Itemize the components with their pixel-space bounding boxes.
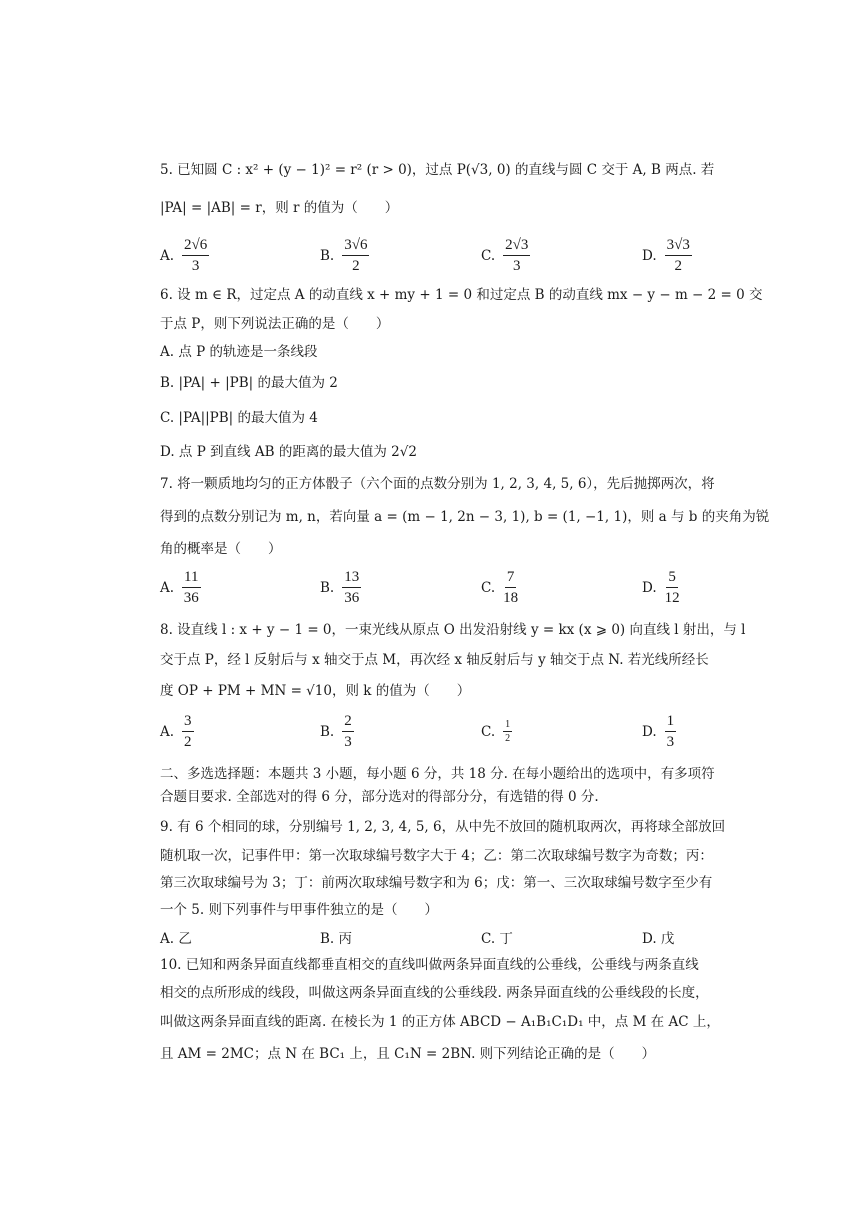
q6-option-c: C. |PA||PB| 的最大值为 4: [160, 410, 318, 426]
q5-option-d: [642, 236, 692, 275]
q8-line-2: 交于点 P，经 l 反射后与 x 轴交于点 M，再次经 x 轴反射后与 y 轴交于点 N. 若光线所经长: [160, 652, 709, 668]
section2-line-2: 合题目要求. 全部选对的得 6 分，部分选对的得部分分，有选错的得 0 分.: [160, 789, 599, 805]
fraction: [182, 712, 194, 751]
q8-line-3: 度 OP + PM + MN = √10，则 k 的值为（ ）: [160, 683, 471, 699]
denominator: 18: [503, 590, 519, 606]
option-key: A.: [160, 579, 175, 596]
numerator: 3√6: [342, 236, 369, 256]
section2-line-1: 二、多选选择题：本题共 3 小题，每小题 6 分，共 18 分. 在每小题给出的选项中，有多项符: [160, 766, 715, 782]
q6-line-1: 6. 设 m ∈ R，过定点 A 的动直线 x + my + 1 = 0 和过定点 B 的动直线 mx − y − m − 2 = 0 交: [160, 287, 763, 303]
q7-option-c: [481, 568, 518, 607]
q10-line-3: 叫做这两条异面直线的距离. 在棱长为 1 的正方体 ABCD − A₁B₁C₁D₁ 中，点 M 在 AC 上，: [160, 1014, 720, 1030]
option-key: B.: [320, 247, 335, 264]
q5-option-c: [481, 236, 530, 275]
fraction: [665, 712, 677, 751]
option-key: C.: [481, 723, 496, 740]
q6-line-2: 于点 P，则下列说法正确的是（ ）: [160, 316, 390, 332]
option-key: D.: [642, 723, 657, 740]
q7-line-1: 7. 将一颗质地均匀的正方体骰子（六个面的点数分别为 1, 2, 3, 4, 5, 6），先后抛掷两次，将: [160, 476, 715, 492]
fraction: [182, 568, 200, 607]
denominator: 3: [344, 734, 352, 750]
q5-option-a: [160, 236, 209, 275]
fraction: [342, 568, 361, 607]
q8-line-1: 8. 设直线 l : x + y − 1 = 0，一束光线从原点 O 出发沿射线 y = kx (x ⩾ 0) 向直线 l 射出，与 l: [160, 622, 746, 638]
numerator: 3: [182, 712, 194, 732]
denominator: 36: [183, 590, 199, 606]
denominator: 3: [513, 258, 521, 274]
denominator: 2: [505, 733, 511, 744]
fraction: [342, 236, 369, 275]
denominator: 3: [191, 258, 200, 274]
q9-option-b: B. 丙: [320, 931, 353, 947]
denominator: 3: [666, 734, 675, 750]
numerator: 13: [342, 568, 361, 588]
q7-option-d: [642, 568, 680, 607]
q7-line-2: 得到的点数分别记为 m, n，若向量 a = (m − 1, 2n − 3, 1), b = (1, −1, 1)，则 a 与 b 的夹角为锐: [160, 509, 770, 525]
q5-line-2: |PA| = |AB| = r，则 r 的值为（ ）: [160, 200, 399, 216]
q7-option-a: [160, 568, 201, 607]
denominator: 2: [352, 258, 360, 274]
q9-line-1: 9. 有 6 个相同的球，分别编号 1, 2, 3, 4, 5, 6，从中先不放回的随机取两次，再将球全部放回: [160, 819, 726, 835]
numerator: 3√3: [665, 236, 692, 256]
numerator: 5: [666, 568, 678, 588]
denominator: 12: [664, 590, 680, 606]
fraction: [503, 236, 530, 275]
q9-option-c: C. 丁: [481, 931, 513, 947]
q8-option-c: [481, 719, 512, 744]
option-key: C.: [481, 247, 496, 264]
option-key: A.: [160, 247, 175, 264]
fraction: [182, 236, 209, 275]
q7-line-3: 角的概率是（ ）: [160, 541, 282, 557]
option-key: D.: [642, 247, 657, 264]
q5-line-1: 5. 已知圆 C : x² + (y − 1)² = r² (r > 0)，过点 P(√3, 0) 的直线与圆 C 交于 A, B 两点. 若: [160, 162, 715, 178]
q10-line-1: 10. 已知和两条异面直线都垂直相交的直线叫做两条异面直线的公垂线，公垂线与两条直线: [160, 957, 699, 973]
q6-option-a: A. 点 P 的轨迹是一条线段: [160, 344, 318, 360]
q6-option-d: D. 点 P 到直线 AB 的距离的最大值为 2√2: [160, 444, 417, 460]
numerator: 2√6: [182, 236, 209, 256]
q8-option-b: [320, 712, 354, 751]
q9-line-2: 随机取一次，记事件甲：第一次取球编号数字大于 4；乙：第二次取球编号数字为奇数；丙：: [160, 848, 713, 864]
fraction: [342, 712, 354, 751]
denominator: 2: [674, 258, 682, 274]
q10-line-4: 且 AM = 2MC；点 N 在 BC₁ 上，且 C₁N = 2BN. 则下列结论正确的是（ ）: [160, 1046, 656, 1062]
q6-option-b: B. |PA| + |PB| 的最大值为 2: [160, 375, 338, 391]
q9-option-a: A. 乙: [160, 931, 192, 947]
fraction: [503, 568, 518, 607]
numerator: 2√3: [503, 236, 530, 256]
numerator: 1: [665, 712, 677, 732]
option-key: B.: [320, 723, 335, 740]
numerator: 1: [505, 719, 511, 730]
option-key: C.: [481, 579, 496, 596]
denominator: 2: [184, 734, 192, 750]
q10-line-2: 相交的点所形成的线段，叫做这两条异面直线的公垂线段. 两条异面直线的公垂线段的长度，: [160, 985, 709, 1001]
numerator: 11: [182, 568, 200, 588]
q9-option-d: D. 戊: [642, 931, 675, 947]
numerator: 7: [505, 568, 517, 588]
numerator: 2: [342, 712, 354, 732]
q7-option-b: [320, 568, 361, 607]
q5-option-b: [320, 236, 369, 275]
q9-line-4: 一个 5. 则下列事件与甲事件独立的是（ ）: [160, 902, 438, 918]
option-key: B.: [320, 579, 335, 596]
q8-option-d: [642, 712, 676, 751]
denominator: 36: [344, 590, 360, 606]
fraction: [665, 568, 680, 607]
q8-option-a: [160, 712, 194, 751]
option-key: A.: [160, 723, 175, 740]
q9-line-3: 第三次取球编号为 3；丁：前两次取球编号数字和为 6；戊：第一、三次取球编号数字至少有: [160, 875, 713, 891]
fraction: [665, 236, 692, 275]
option-key: D.: [642, 579, 657, 596]
fraction: [503, 719, 512, 744]
